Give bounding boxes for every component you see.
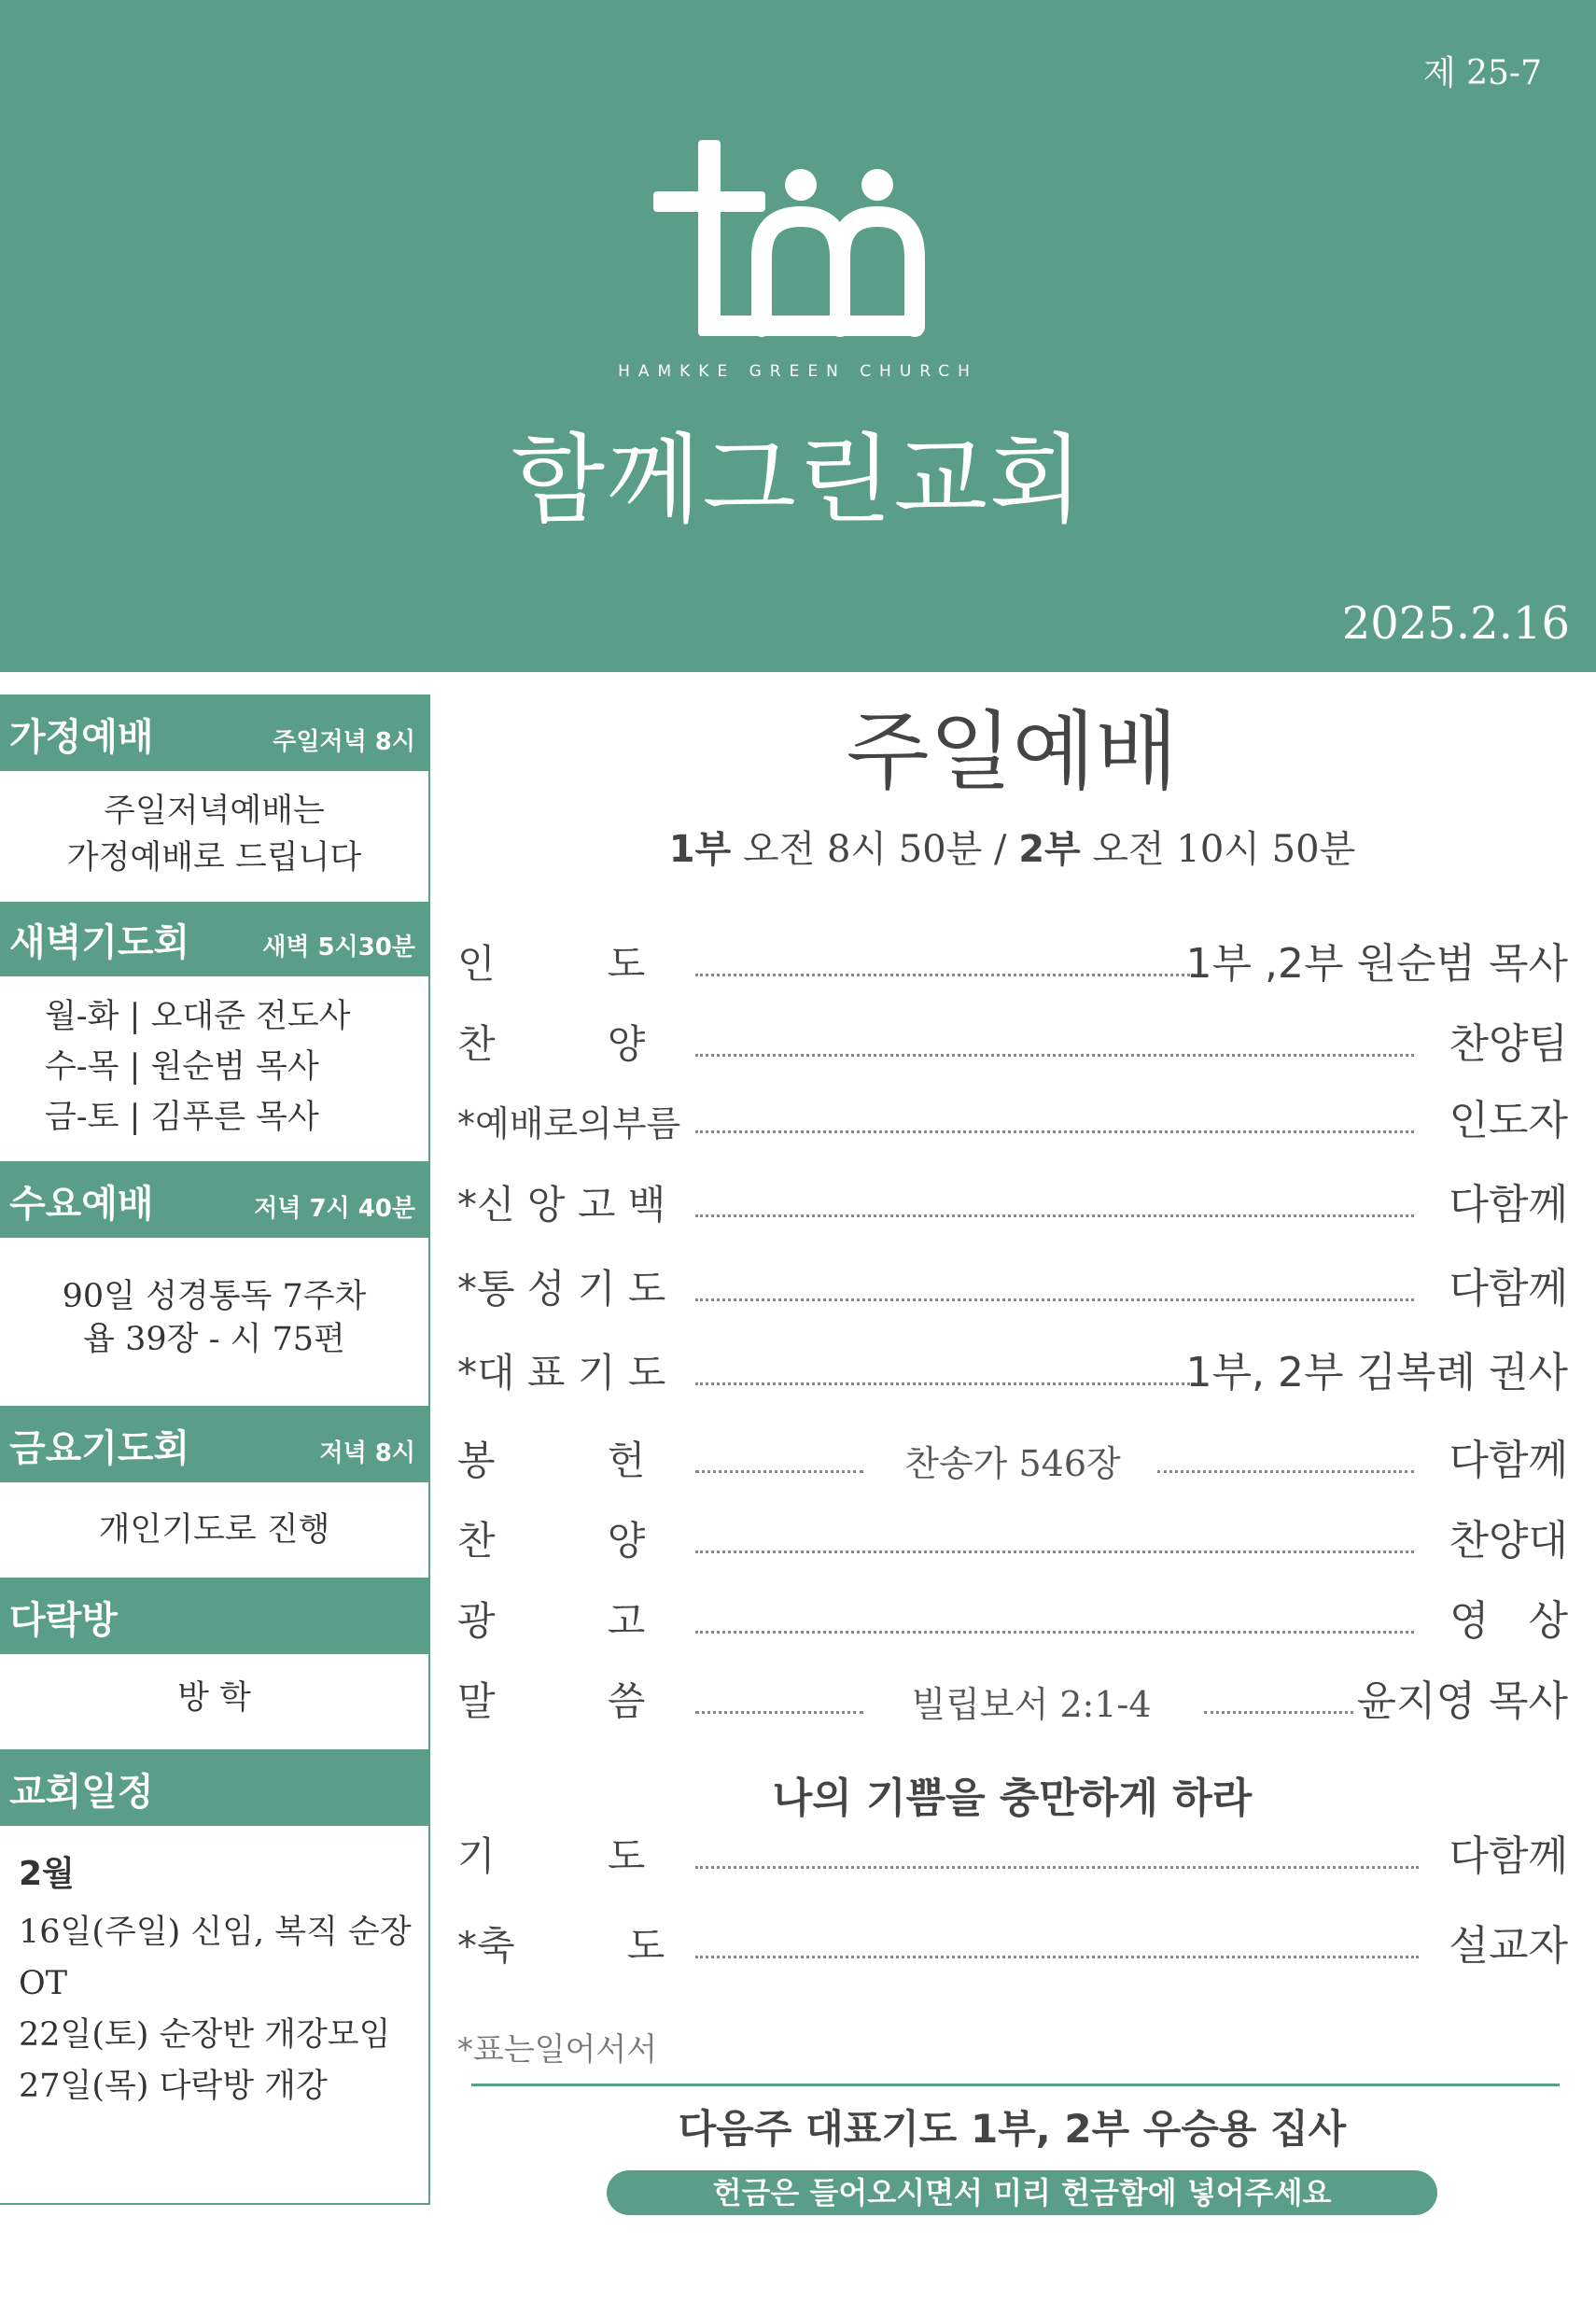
order-row (457, 1430, 1568, 1495)
dotted-leader (695, 1130, 1414, 1133)
church-logo-icon (653, 140, 933, 355)
order-label: 인 도 (457, 941, 646, 987)
church-schedule-body (0, 1848, 428, 2112)
order-label: 말 씀 (457, 1678, 646, 1724)
dotted-leader (695, 1711, 863, 1714)
order-value: 다함께 (1449, 1181, 1568, 1228)
order-label: 광 고 (457, 1598, 646, 1644)
issue-number: 제 25-7 (1422, 54, 1542, 92)
schedule-item: 22일(토) 순장반 개강모임 (19, 2016, 391, 2054)
wednesday-worship-body (0, 1275, 428, 1361)
friday-prayer-title: 금요기도회 (9, 1427, 190, 1470)
sarangbang-body (0, 1675, 428, 1721)
dotted-leader (695, 974, 1195, 976)
order-label: *예배로의부름 (457, 1103, 681, 1144)
dotted-leader (695, 1866, 1419, 1869)
dotted-leader (695, 1214, 1414, 1217)
wednesday-worship-header (0, 1161, 428, 1238)
dawn-prayer-line: 월-화 | 오대준 전도사 (45, 998, 351, 1035)
order-label: 기 도 (457, 1833, 646, 1879)
dawn-prayer-title: 새벽기도회 (9, 921, 190, 964)
offering-notice: 헌금은 들어오시면서 미리 헌금함에 넣어주세요 (607, 2170, 1437, 2215)
order-row (457, 1342, 1568, 1408)
bulletin-date: 2025.2.16 (1341, 597, 1570, 650)
dotted-leader (695, 1054, 1414, 1057)
dotted-leader (1157, 1470, 1414, 1473)
dotted-leader (695, 1631, 1414, 1634)
order-row (457, 1090, 1568, 1156)
sarangbang-title: 다락방 (9, 1599, 118, 1642)
order-value: 윤지영 목사 (1356, 1677, 1568, 1725)
dotted-leader (695, 1470, 863, 1473)
schedule-item: 27일(목) 다락방 개강 (19, 2068, 328, 2105)
sidebar-schedule (0, 694, 430, 2205)
part2-time: 오전 10시 50분 (1080, 828, 1356, 871)
sarangbang-line: 방 학 (177, 1679, 251, 1717)
order-row (457, 1671, 1568, 1736)
church-schedule-header (0, 1749, 428, 1826)
order-label: *대 표 기 도 (457, 1350, 666, 1396)
family-worship-title: 가정예배 (9, 716, 154, 759)
logo-subtitle: HAMKKE GREEN CHURCH (618, 362, 978, 381)
order-value: 다함께 (1449, 1265, 1568, 1312)
dotted-leader (695, 1550, 1414, 1553)
family-worship-line: 주일저녁예배는 (104, 793, 325, 830)
order-row (457, 1510, 1568, 1576)
order-row (457, 1915, 1568, 1981)
order-row (457, 1826, 1568, 1891)
order-value: 다함께 (1449, 1832, 1568, 1880)
sermon-title: 나의 기쁨을 충만하게 하라 (772, 1775, 1253, 1822)
order-value: 찬양팀 (1449, 1020, 1568, 1068)
wednesday-worship-title: 수요예배 (9, 1183, 154, 1226)
wednesday-worship-time: 저녁 7시 40분 (254, 1195, 415, 1223)
order-value: 인도자 (1449, 1097, 1568, 1144)
part1-time: 오전 8시 50분 / (731, 828, 1019, 871)
order-label: *축 도 (457, 1923, 665, 1969)
order-value: 찬양대 (1449, 1517, 1568, 1564)
family-worship-line: 가정예배로 드립니다 (66, 839, 362, 877)
order-label: *통 성 기 도 (457, 1266, 666, 1312)
family-worship-time: 주일저녁 8시 (273, 728, 415, 756)
dotted-leader (695, 1956, 1419, 1958)
dotted-leader (695, 1382, 1195, 1385)
order-row (457, 1014, 1568, 1079)
schedule-month: 2월 (19, 1855, 75, 1893)
order-value: 다함께 (1449, 1437, 1568, 1484)
schedule-item: 16일(주일) 신임, 복직 순장 OT (19, 1914, 412, 2002)
scripture-reference: 빌립보서 2:1-4 (911, 1684, 1152, 1725)
stand-note: *표는일어서서 (457, 2031, 658, 2069)
church-schedule-title: 교회일정 (9, 1771, 154, 1814)
dotted-leader (695, 1298, 1414, 1301)
order-row (457, 1258, 1568, 1324)
order-value: 설교자 (1449, 1922, 1568, 1970)
sarangbang-header (0, 1578, 428, 1654)
order-label: 찬 양 (457, 1021, 646, 1067)
offering-hymn: 찬송가 546장 (904, 1443, 1121, 1484)
part1-label: 1부 (668, 828, 732, 871)
service-title: 주일예배 (846, 702, 1179, 802)
friday-prayer-line: 개인기도로 진행 (98, 1511, 330, 1549)
church-name: 함께그린교회 (511, 423, 1085, 537)
dawn-prayer-time: 새벽 5시30분 (262, 933, 415, 961)
wednesday-worship-line: 90일 성경통독 7주차 (62, 1278, 367, 1315)
friday-prayer-body (0, 1507, 428, 1553)
dotted-leader (1204, 1711, 1353, 1714)
friday-prayer-time: 저녁 8시 (319, 1439, 415, 1467)
order-row (457, 1174, 1568, 1240)
part2-label: 2부 (1018, 828, 1081, 871)
dawn-prayer-line: 수-목 | 원순범 목사 (45, 1048, 319, 1086)
wednesday-worship-line: 욥 39장 - 시 75편 (83, 1321, 345, 1358)
order-row (457, 933, 1568, 999)
header-banner (0, 0, 1596, 672)
next-week-prayer: 다음주 대표기도 1부, 2부 우승용 집사 (678, 2106, 1347, 2152)
friday-prayer-header (0, 1406, 428, 1482)
family-worship-header (0, 694, 428, 771)
divider (471, 2084, 1560, 2086)
order-value: 1부, 2부 김복례 권사 (1185, 1349, 1568, 1396)
order-label: 봉 헌 (457, 1438, 646, 1483)
order-value: 1부 ,2부 원순범 목사 (1185, 940, 1568, 988)
order-row (457, 1591, 1568, 1656)
order-value: 영 상 (1449, 1597, 1568, 1645)
service-times (428, 820, 1596, 873)
order-label: *신 앙 고 백 (457, 1182, 666, 1228)
dawn-prayer-line: 금-토 | 김푸른 목사 (45, 1099, 319, 1136)
dawn-prayer-body (0, 991, 428, 1143)
order-label: 찬 양 (457, 1518, 646, 1564)
family-worship-body (0, 788, 428, 881)
dawn-prayer-header (0, 902, 428, 976)
